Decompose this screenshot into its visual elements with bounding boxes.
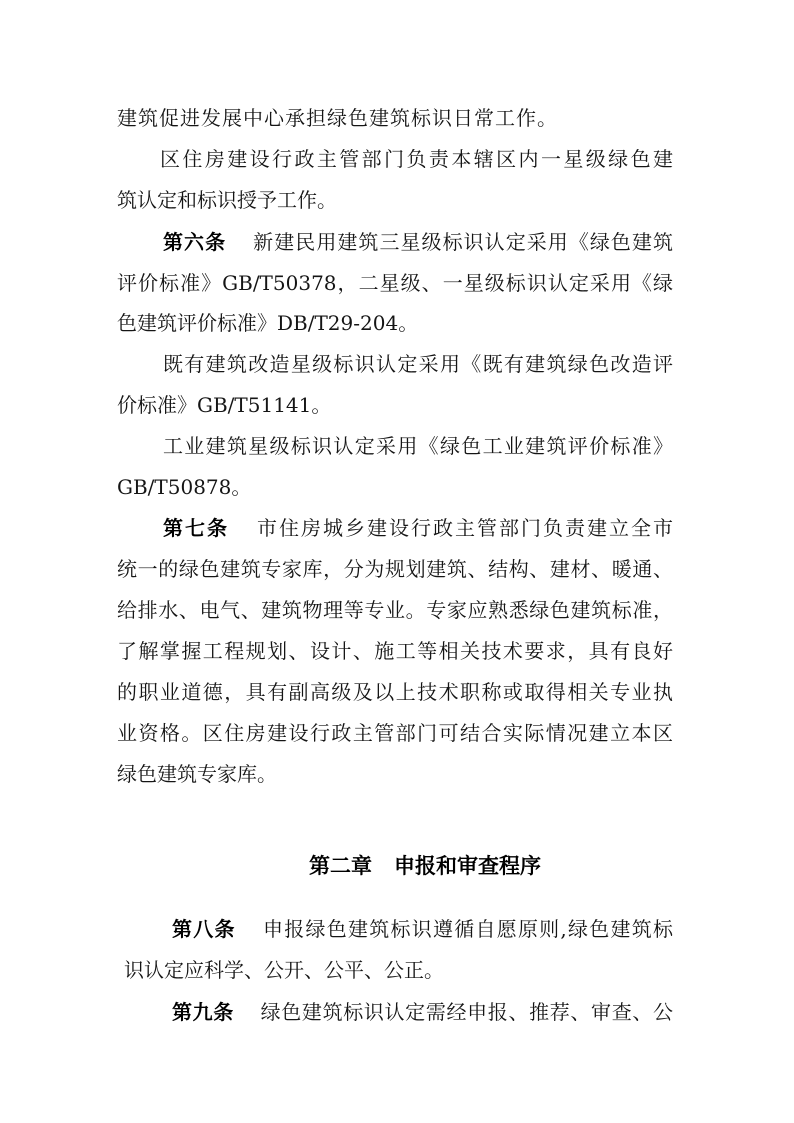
paragraph-line: 的职业道德，具有副高级及以上技术职称或取得相关专业执: [117, 680, 673, 704]
paragraph-line: 工业建筑星级标识认定采用《绿色工业建筑评价标准》: [163, 434, 673, 458]
paragraph-line: 价标准》GB/T51141。: [117, 393, 332, 417]
paragraph-line: 业资格。区住房建设行政主管部门可结合实际情况建立本区: [117, 721, 673, 745]
paragraph-line: 了解掌握工程规划、设计、施工等相关技术要求，具有良好: [117, 639, 673, 663]
article-6-text: 新建民用建筑三星级标识认定采用《绿色建筑: [252, 230, 674, 254]
chapter-heading: [0, 850, 794, 882]
paragraph-line: 识认定应科学、公开、公平、公正。: [124, 958, 444, 982]
article-9-label: 第九条: [172, 1000, 234, 1024]
paragraph-line: GB/T50878。: [117, 475, 252, 499]
paragraph-line: 区住房建设行政主管部门负责本辖区内一星级绿色建: [160, 147, 673, 171]
chapter-number: 第二章: [309, 854, 372, 878]
article-8-text: 申报绿色建筑标识遵循自愿原则,绿色建筑标: [261, 917, 674, 941]
paragraph-line: 绿色建筑专家库。: [117, 762, 277, 786]
article-7-text: 市住房城乡建设行政主管部门负责建立全市: [255, 516, 673, 540]
article-7-label: 第七条: [163, 516, 229, 540]
paragraph-line: 给排水、电气、建筑物理等专业。专家应熟悉绿色建筑标准，: [117, 598, 673, 622]
article-8-first-line: [172, 914, 673, 944]
paragraph-line: 评价标准》GB/T50378，二星级、一星级标识认定采用《绿: [117, 271, 673, 295]
paragraph-line: 既有建筑改造星级标识认定采用《既有建筑绿色改造评: [163, 352, 673, 376]
chapter-title: 申报和审查程序: [394, 854, 541, 878]
article-6-first-line: [163, 227, 673, 257]
article-7-first-line: [163, 513, 673, 543]
article-6-label: 第六条: [163, 230, 227, 254]
article-9-first-line: [172, 997, 673, 1027]
article-9-text: 绿色建筑标识认定需经申报、推荐、审查、公: [259, 1000, 674, 1024]
paragraph-line: 色建筑评价标准》DB/T29-204。: [117, 311, 419, 335]
article-8-label: 第八条: [172, 917, 236, 941]
paragraph-line: 筑认定和标识授予工作。: [117, 188, 337, 212]
paragraph-line: 建筑促进发展中心承担绿色建筑标识日常工作。: [117, 106, 557, 130]
paragraph-line: 统一的绿色建筑专家库，分为规划建筑、结构、建材、暖通、: [117, 557, 673, 581]
